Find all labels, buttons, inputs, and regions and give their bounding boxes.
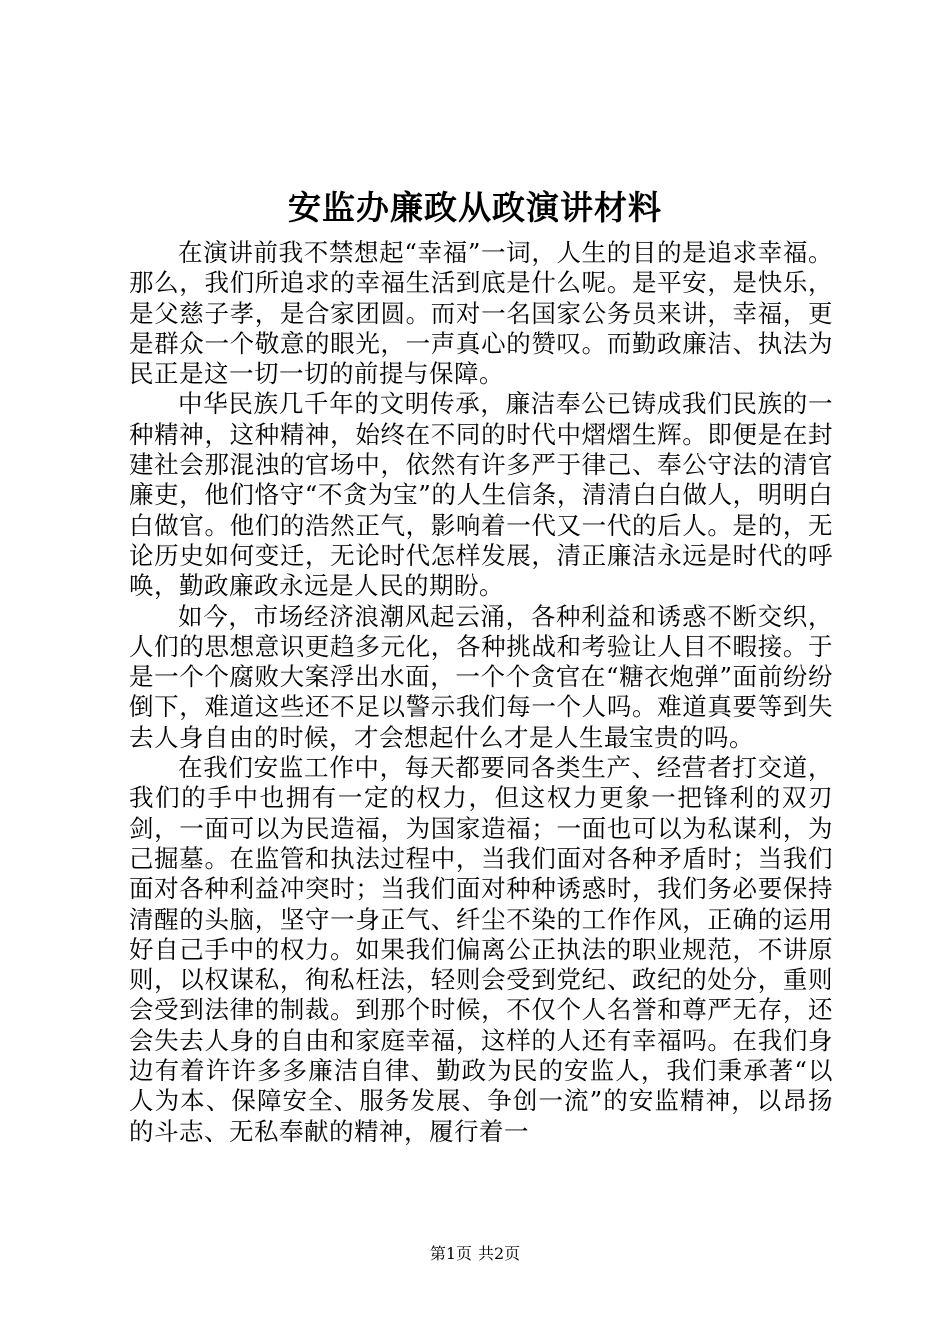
- document-body: [129, 238, 833, 1147]
- page-total: 共2页: [478, 1244, 521, 1263]
- page-footer: [0, 1244, 950, 1264]
- paragraph: 在演讲前我不禁想起“幸福”一词，人生的目的是追求幸福。那么，我们所追求的幸福生活到底是什么呢。是平安，是快乐，是父慈子孝，是合家团圆。而对一名国家公务员来讲，幸福，更是群众一个敬意的眼光，一声真心的赞叹。而勤政廉洁、执法为民正是这一切一切的前提与保障。: [129, 238, 833, 389]
- paragraph: 如今，市场经济浪潮风起云涌，各种利益和诱惑不断交织，人们的思想意识更趋多元化，各种挑战和考验让人目不暇接。于是一个个腐败大案浮出水面，一个个贪官在“糖衣炮弹”面前纷纷倒下，难道这些还不足以警示我们每一个人吗。难道真要等到失去人身自由的时候，才会想起什么才是人生最宝贵的吗。: [129, 601, 833, 752]
- page-number: 第1页: [429, 1244, 472, 1263]
- paragraph: 中华民族几千年的文明传承，廉洁奉公已铸成我们民族的一种精神，这种精神，始终在不同的时代中熠熠生辉。即便是在封建社会那混浊的官场中，依然有许多严于律己、奉公守法的清官廉吏，他们恪守“不贪为宝”的人生信条，清清白白做人，明明白白做官。他们的浩然正气，影响着一代又一代的后人。是的，无论历史如何变迁，无论时代怎样发展，清正廉洁永远是时代的呼唤，勤政廉政永远是人民的期盼。: [129, 389, 833, 601]
- document-title: 安监办廉政从政演讲材料: [288, 188, 662, 227]
- paragraph: 在我们安监工作中，每天都要同各类生产、经营者打交道，我们的手中也拥有一定的权力，但这权力更象一把锋利的双刃剑，一面可以为民造福，为国家造福；一面也可以为私谋利，为己掘墓。在监管和执法过程中，当我们面对各种矛盾时；当我们面对各种利益冲突时；当我们面对种种诱惑时，我们务必要保持清醒的头脑，坚守一身正气、纤尘不染的工作作风，正确的运用好自己手中的权力。如果我们偏离公正执法的职业规范，不讲原则，以权谋私，徇私枉法，轻则会受到党纪、政纪的处分，重则会受到法律的制裁。到那个时候，不仅个人名誉和尊严无存，还会失去人身的自由和家庭幸福，这样的人还有幸福吗。在我们身边有着许许多多廉洁自律、勤政为民的安监人，我们秉承著“以人为本、保障安全、服务发展、争创一流”的安监精神，以昂扬的斗志、无私奉献的精神，履行着一: [129, 753, 833, 1146]
